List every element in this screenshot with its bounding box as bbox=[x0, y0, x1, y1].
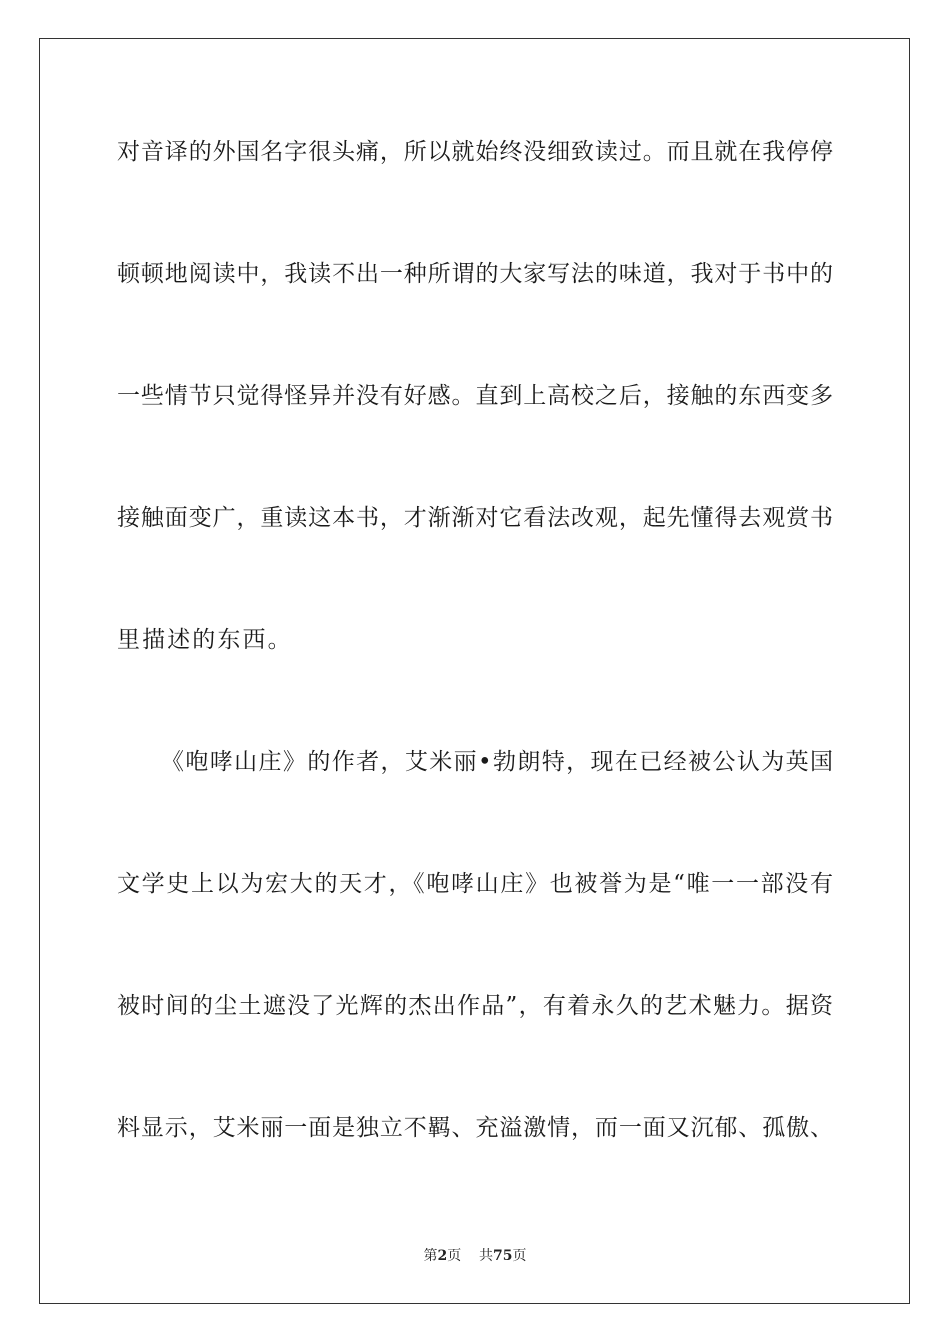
body-text-line: 里描述的东西。 bbox=[117, 627, 293, 653]
paragraph-first-line: 《咆哮山庄》的作者，艾米丽•勃朗特，现在已经被公认为英国 bbox=[161, 749, 833, 775]
body-text-line: 被时间的尘土遮没了光辉的杰出作品”，有着永久的艺术魅力。据资 bbox=[117, 993, 833, 1019]
page-label-prefix: 第 bbox=[423, 1248, 438, 1264]
body-text-line: 料显示，艾米丽一面是独立不羁、充溢激情，而一面又沉郁、孤傲、 bbox=[117, 1115, 833, 1141]
total-page-count: 75 bbox=[493, 1248, 513, 1264]
total-label-suffix: 页 bbox=[512, 1248, 527, 1264]
page-label-suffix: 页 bbox=[447, 1248, 462, 1264]
page-footer bbox=[0, 1247, 950, 1265]
body-text-line: 接触面变广，重读这本书，才渐渐对它看法改观，起先懂得去观赏书 bbox=[117, 505, 833, 531]
body-text-line: 对音译的外国名字很头痛，所以就始终没细致读过。而且就在我停停 bbox=[117, 139, 833, 165]
body-text-line: 顿顿地阅读中，我读不出一种所谓的大家写法的味道，我对于书中的 bbox=[117, 261, 833, 287]
total-label-prefix: 共 bbox=[479, 1248, 494, 1264]
current-page-number: 2 bbox=[437, 1248, 448, 1264]
body-text-line: 一些情节只觉得怪异并没有好感。直到上高校之后，接触的东西变多 bbox=[117, 383, 833, 409]
body-text-line: 文学史上以为宏大的天才，《咆哮山庄》也被誉为是“唯一一部没有 bbox=[117, 871, 833, 897]
